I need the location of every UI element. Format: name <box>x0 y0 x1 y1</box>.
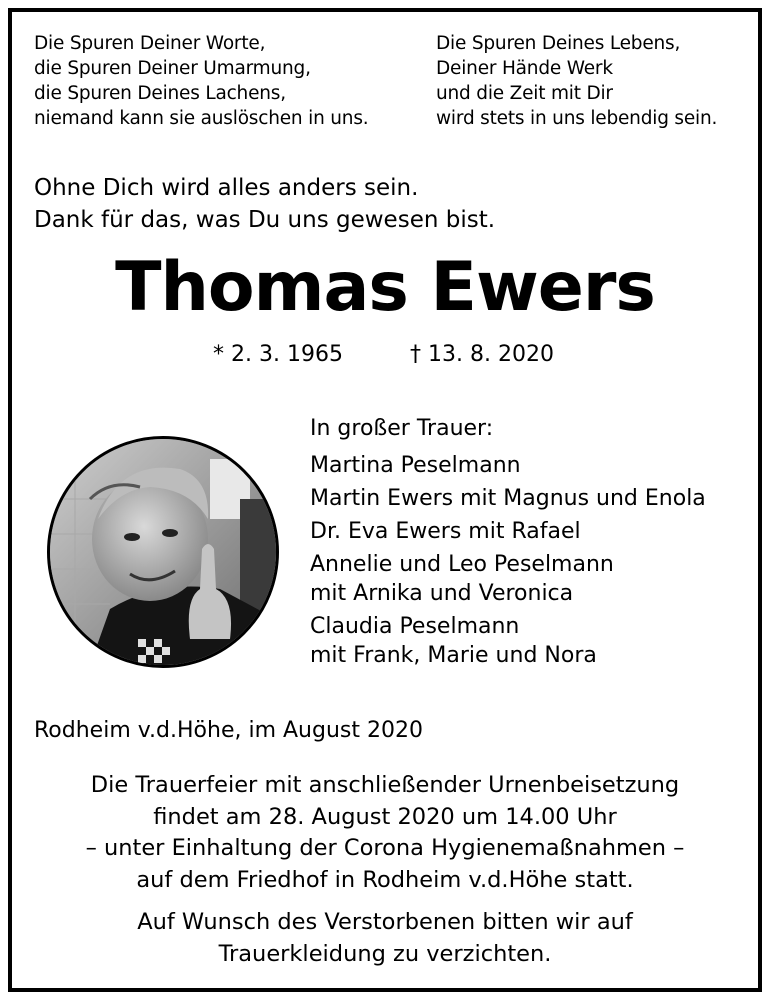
portrait-photo <box>47 436 279 668</box>
mourners-list <box>310 412 706 672</box>
dedication-line: Ohne Dich wird alles anders sein. <box>34 175 419 201</box>
ceremony-line: – unter Einhaltung der Corona Hygienemaßnahmen – <box>85 835 685 861</box>
poem-line: die Spuren Deines Lachens, <box>34 83 286 104</box>
mourner-line: Dr. Eva Ewers mit Rafael <box>310 519 581 544</box>
poem-line: und die Zeit mit Dir <box>436 83 613 104</box>
place-date: Rodheim v.d.Höhe, im August 2020 <box>34 718 423 743</box>
mourner-line: mit Arnika und Veronica <box>310 581 574 606</box>
mourner-line: Martina Peselmann <box>310 453 521 478</box>
ceremony-line: Die Trauerfeier mit anschließender Urnenbeisetzung <box>90 772 680 798</box>
dress-request <box>0 906 770 970</box>
poem-line: Die Spuren Deiner Worte, <box>34 33 266 54</box>
death-date: † 13. 8. 2020 <box>410 342 554 367</box>
dedication-line: Dank für das, was Du uns gewesen bist. <box>34 207 496 233</box>
birth-date: * 2. 3. 1965 <box>213 342 343 367</box>
poem-right <box>436 31 717 131</box>
mourners-heading: In großer Trauer: <box>310 416 494 441</box>
poem-line: Die Spuren Deines Lebens, <box>436 33 681 54</box>
mourner-line: Claudia Peselmann <box>310 614 520 639</box>
request-line: Auf Wunsch des Verstorbenen bitten wir auf <box>137 909 633 935</box>
poem-line: die Spuren Deiner Umarmung, <box>34 58 311 79</box>
mourner-line: mit Frank, Marie und Nora <box>310 643 597 668</box>
ceremony-info <box>0 770 770 896</box>
ceremony-line: auf dem Friedhof in Rodheim v.d.Höhe statt. <box>136 866 634 893</box>
dedication <box>34 172 495 236</box>
poem-line: Deiner Hände Werk <box>436 58 613 79</box>
portrait-photo-image <box>50 439 276 665</box>
request-line: Trauerkleidung zu verzichten. <box>218 941 552 967</box>
poem-line: niemand kann sie auslöschen in uns. <box>34 108 369 129</box>
poem-left <box>34 31 368 131</box>
poem-line: wird stets in uns lebendig sein. <box>436 108 718 129</box>
mourner-line: Annelie und Leo Peselmann <box>310 552 614 577</box>
deceased-name: Thomas Ewers <box>115 248 655 327</box>
mourner-line: Martin Ewers mit Magnus und Enola <box>310 486 706 511</box>
ceremony-line: findet am 28. August 2020 um 14.00 Uhr <box>153 803 617 830</box>
